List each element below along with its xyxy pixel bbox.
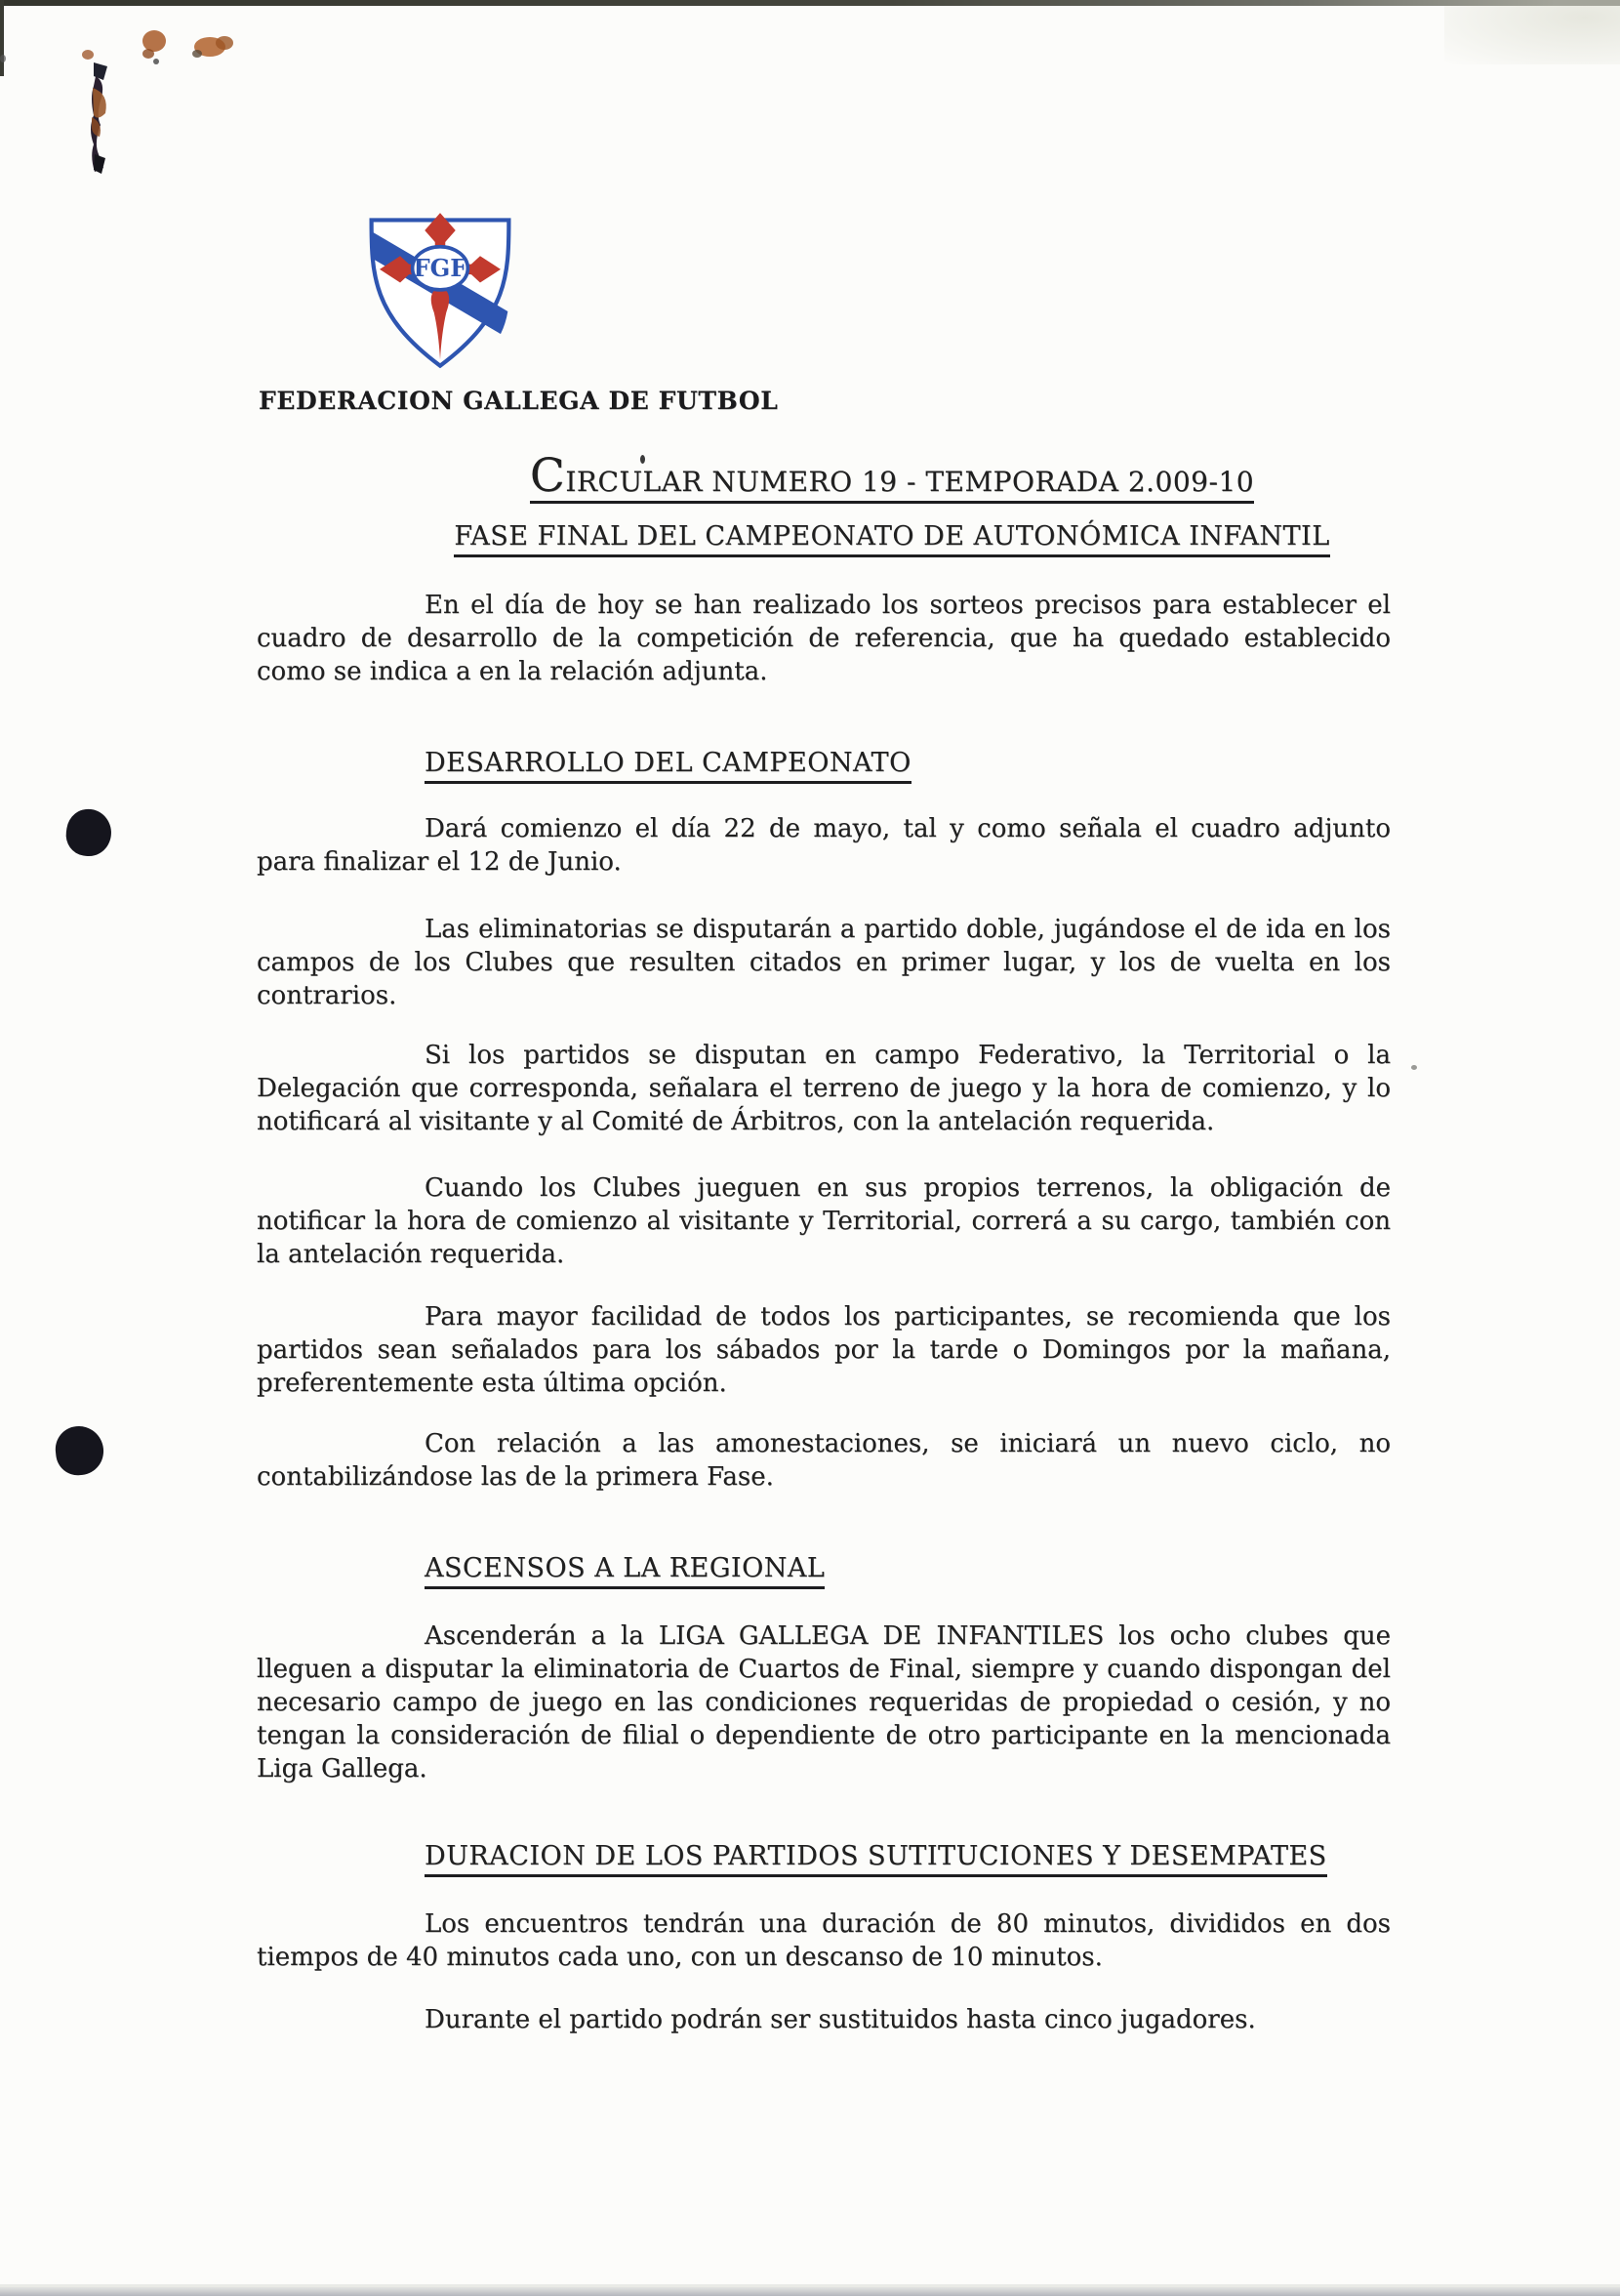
paragraph-facilidad: Para mayor facilidad de todos los participantes, se recomienda que los partidos sean señalados para los sábados por la tarde o Domingos por la mañana, preferentemente esta última opción. <box>257 1302 1391 1398</box>
hole-punch-dot-bottom <box>54 1424 106 1478</box>
staple-rust-mark <box>0 0 293 244</box>
paragraph-comienzo: Dará comienzo el día 22 de mayo, tal y como señala el cuadro adjunto para finalizar el 12 de Junio. <box>257 814 1391 877</box>
circular-subtitle: FASE FINAL DEL CAMPEONATO DE AUTONÓMICA INFANTIL <box>393 521 1391 552</box>
scan-bottom-edge <box>0 2287 1620 2296</box>
hole-punch-dot-top <box>63 806 114 859</box>
paragraph-ascensos: Ascenderán a la LIGA GALLEGA DE INFANTILES los ocho clubes que lleguen a disputar la eliminatoria de Cuartos de Final, siempre y cuando dispongan del necesario campo de juego en las condiciones requeridas de propiedad o cesión, y no tengan la consideración de filial o dependiente de otro participante en la mencionada Liga Gallega. <box>257 1621 1391 1784</box>
paragraph-amonestaciones: Con relación a las amonestaciones, se iniciará un nuevo ciclo, no contabilizándose las de la primera Fase. <box>257 1429 1391 1492</box>
paragraph-intro: En el día de hoy se han realizado los sorteos precisos para establecer el cuadro de desarrollo de la competición de referencia, que ha quedado establecido como se indica a en la relación adjunta. <box>257 591 1391 686</box>
heading-duracion: DURACION DE LOS PARTIDOS SUTITUCIONES Y DESEMPATES <box>425 1840 1327 1873</box>
paragraph-propios-terrenos: Cuando los Clubes jueguen en sus propios terrenos, la obligación de notificar la hora de comienzo al visitante y Territorial, correrá a su cargo, también con la antelación requerida. <box>257 1173 1391 1269</box>
paragraph-duracion: Los encuentros tendrán una duración de 80 minutos, divididos en dos tiempos de 40 minutos cada uno, con un descanso de 10 minutos. <box>257 1909 1391 1972</box>
paragraph-eliminatorias: Las eliminatorias se disputarán a partido doble, jugándose el de ida en los campos de los Clubes que resulten citados en primer lugar, y los de vuelta en los contrarios. <box>257 915 1391 1010</box>
org-name: FEDERACION GALLEGA DE FUTBOL <box>259 387 779 415</box>
heading-ascensos: ASCENSOS A LA REGIONAL <box>425 1552 825 1585</box>
paragraph-federativo: Si los partidos se disputan en campo Federativo, la Territorial o la Delegación que corresponda, señalara el terreno de juego y la hora de comienzo, y lo notificará al visitante y al Comité de Árbitros, con la antelación requerida. <box>257 1041 1391 1136</box>
paragraph-sustituciones: Durante el partido podrán ser sustituidos hasta cinco jugadores. <box>425 2005 1256 2034</box>
title-drop-cap: C <box>529 449 566 503</box>
monogram-text: FGF <box>413 254 467 283</box>
heading-desarrollo: DESARROLLO DEL CAMPEONATO <box>425 747 911 780</box>
circular-title <box>393 449 1391 503</box>
scan-speck <box>640 455 645 464</box>
scan-speck <box>1411 1065 1417 1070</box>
fgf-shield-logo <box>363 211 517 373</box>
scan-smudge <box>1444 6 1620 64</box>
title-text: IRCULAR NUMERO 19 - TEMPORADA 2.009-10 <box>565 466 1255 498</box>
